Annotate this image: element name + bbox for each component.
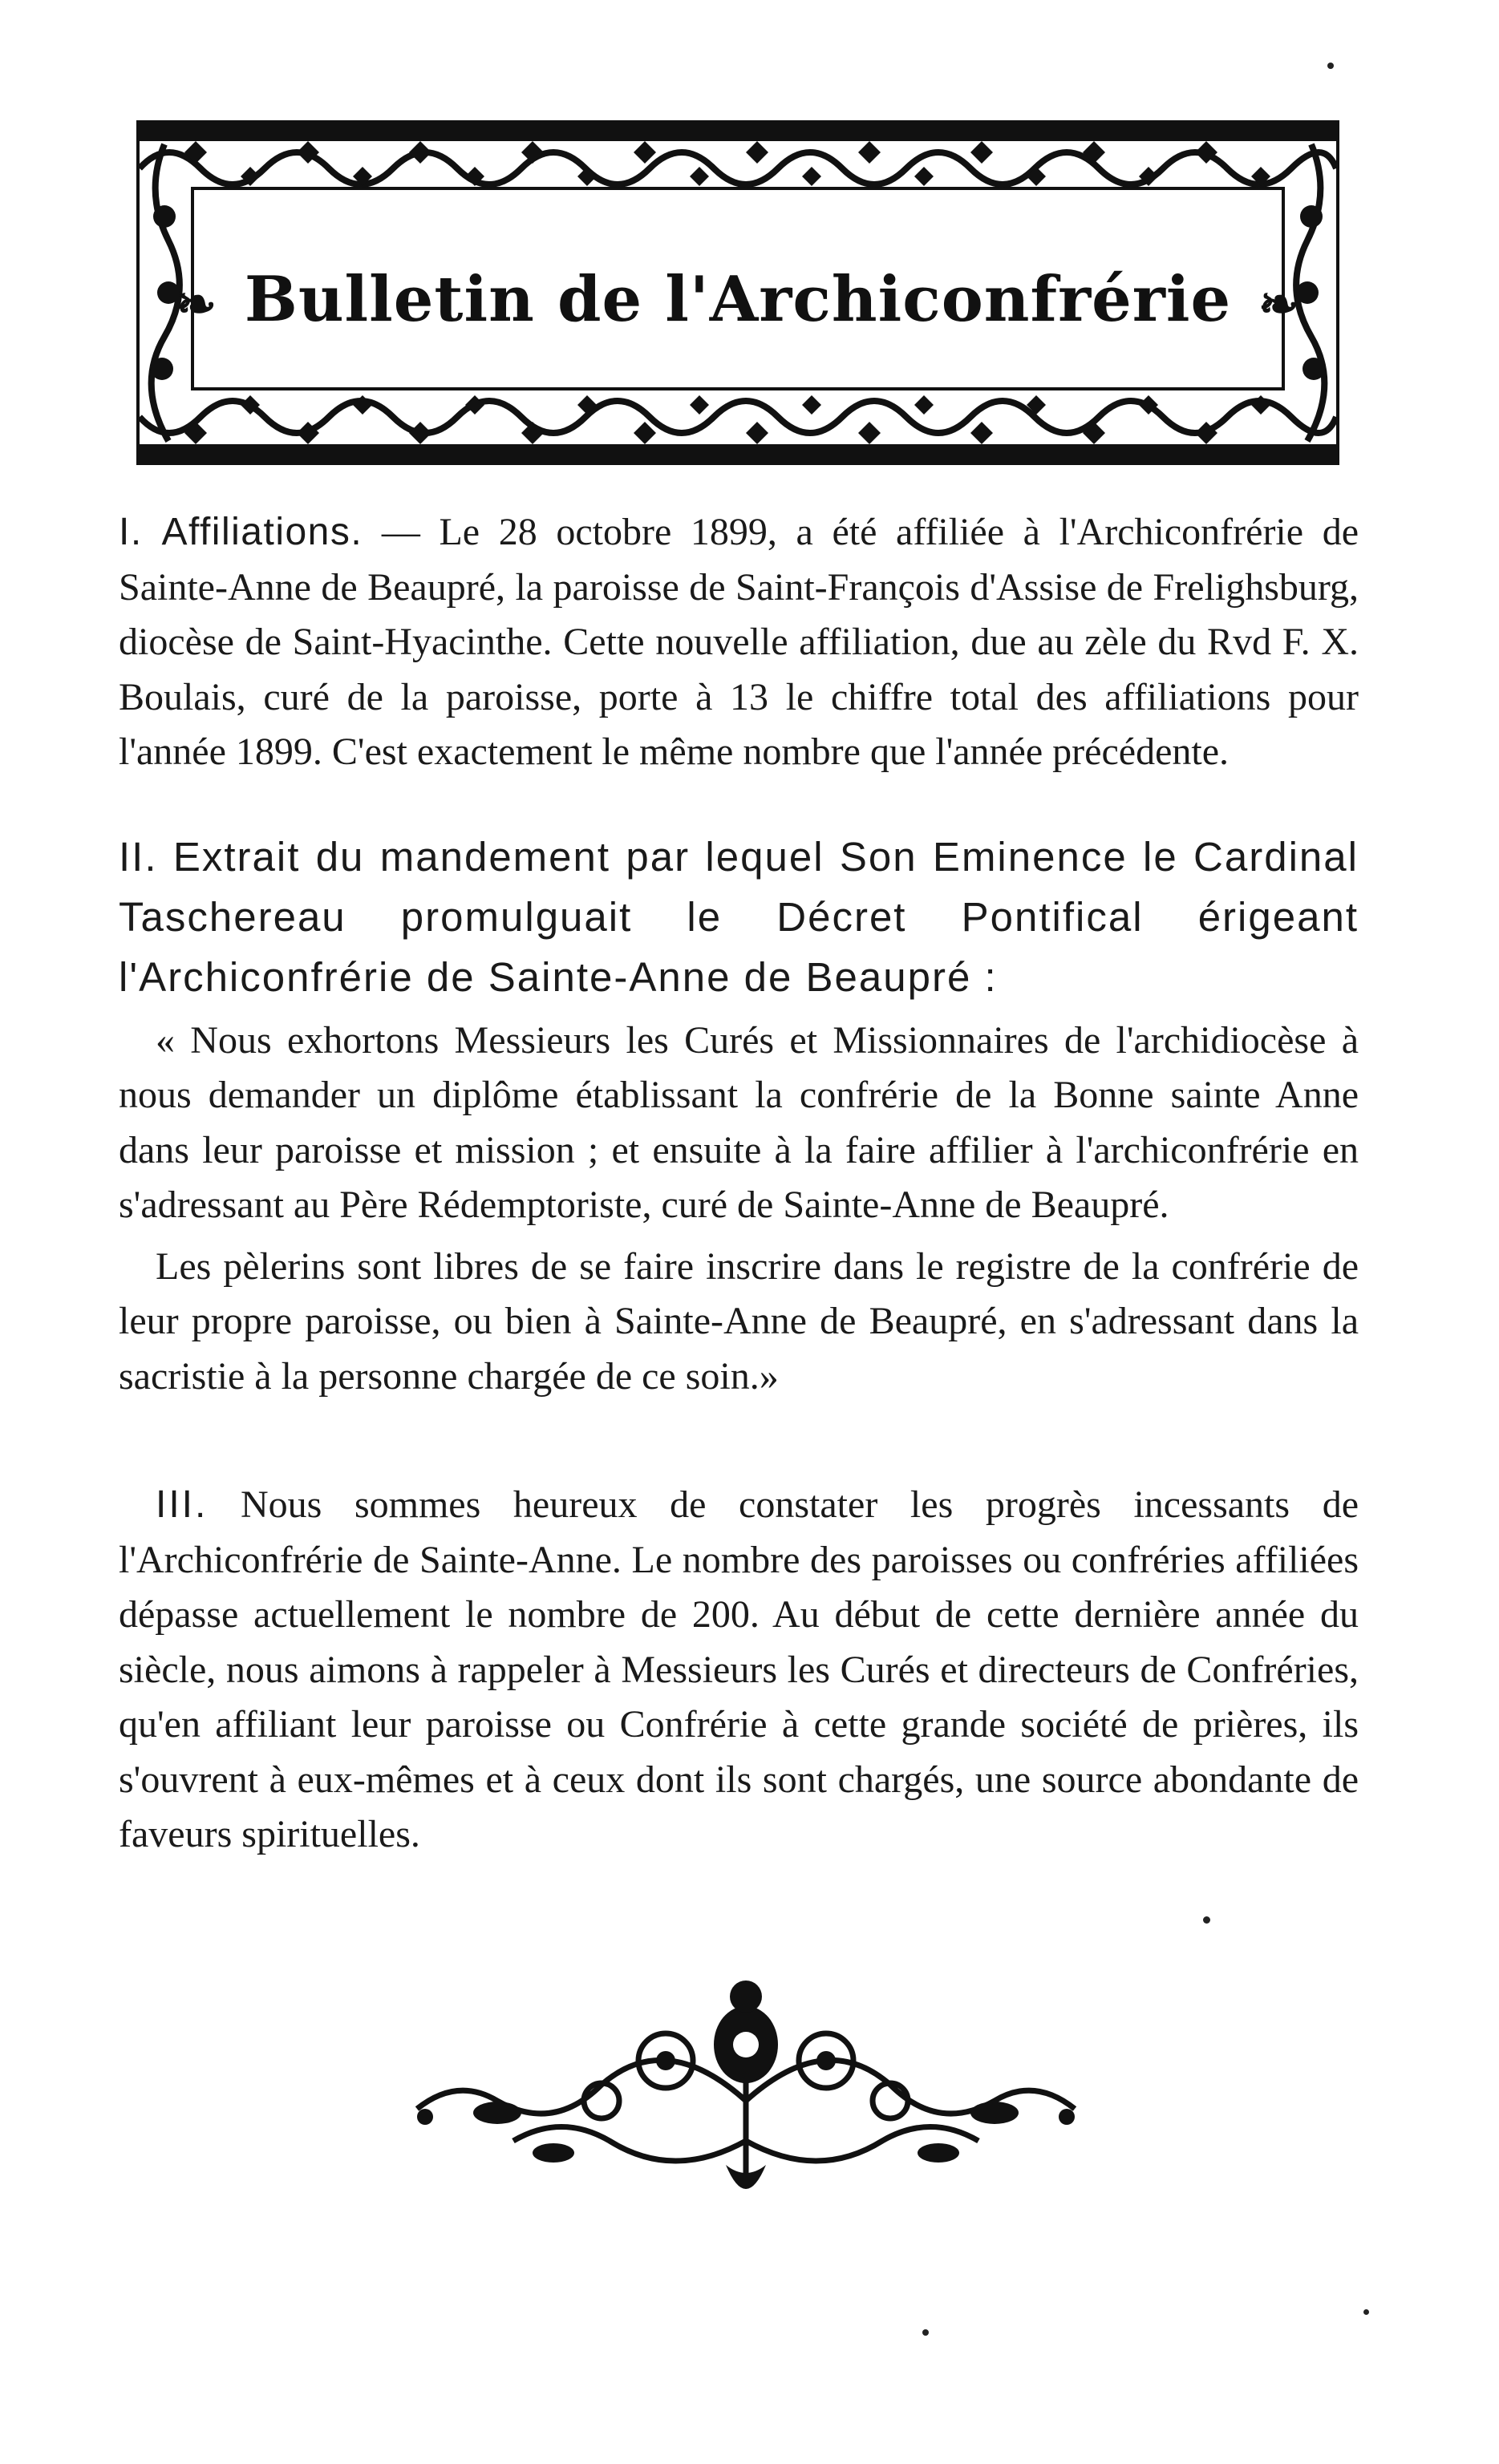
header-title-row (136, 263, 1339, 336)
section-2-quote-1: « Nous exhortons Messieurs les Curés et Missionnaires de l'archidiocèse à nous demander un diplôme établissant la confrérie de la Bonne sainte Anne dans leur paroisse et mission ; et ensuite à la faire affilier à l'archiconfrérie en s'adressant au Père Rédemptoriste, curé de Sainte-Anne de Beaupré. (119, 1018, 1359, 1226)
header-ornamental-frame (136, 120, 1339, 465)
ink-speck (922, 2329, 929, 2336)
fleuron-left-icon: ❧ (176, 276, 217, 333)
section-3-text: Nous sommes heureux de constater les progrès incessants de l'Archiconfrérie de Sainte-Anne. Le nombre des paroisses ou confréries affiliées dépasse actuellement le nombre de 200. Au début de cette dernière année du siècle, nous aimons à rappeler à Messieurs les Curés et directeurs de Confréries, qu'en affiliant leur paroisse ou Confrérie à cette grande société de prières, ils s'ouvrent à eux-mêmes et à ceux dont ils sont chargés, une source abondante de faveurs spirituelles. (119, 1483, 1359, 1855)
section-affiliations (119, 505, 1359, 780)
ink-speck (1327, 63, 1334, 69)
fleuron-right-icon: ❧ (1258, 276, 1300, 333)
header-title: Bulletin de l'Archiconfrérie (244, 263, 1232, 336)
section-extract (119, 827, 1359, 1405)
ink-speck (1203, 1916, 1210, 1924)
section-progress (119, 1478, 1359, 1863)
section-1-text: — Le 28 octobre 1899, a été affiliée à l'Archiconfrérie de Sainte-Anne de Beaupré, la paroisse de Saint-François d'Assise de Frelighsburg, diocèse de Saint-Hyacinthe. Cette nouvelle affiliation, due au zèle du Rvd F. X. Boulais, curé de la paroisse, porte à 13 le chiffre total des affiliations pour l'année 1899. C'est exactement le même nombre que l'année précédente. (119, 511, 1359, 773)
section-3-numeral: III. (156, 1483, 209, 1526)
section-2-quote-2: Les pèlerins sont libres de se faire inscrire dans le registre de la confrérie de leur propre paroisse, ou bien à Sainte-Anne de Beaupré, en s'adressant dans la sacristie à la personne chargée de ce soin.» (119, 1244, 1359, 1398)
section-2-heading: II. Extrait du mandement par lequel Son Eminence le Cardinal Taschereau promulguait le Décret Pontifical érigeant l'Archiconfrérie de Sainte-Anne de Beaupré : (119, 833, 1359, 1000)
floral-scroll-tailpiece-icon (401, 1981, 1091, 2213)
ink-speck (1363, 2309, 1369, 2315)
section-1-lead: I. Affiliations. (119, 511, 363, 553)
article-body (119, 505, 1359, 1863)
